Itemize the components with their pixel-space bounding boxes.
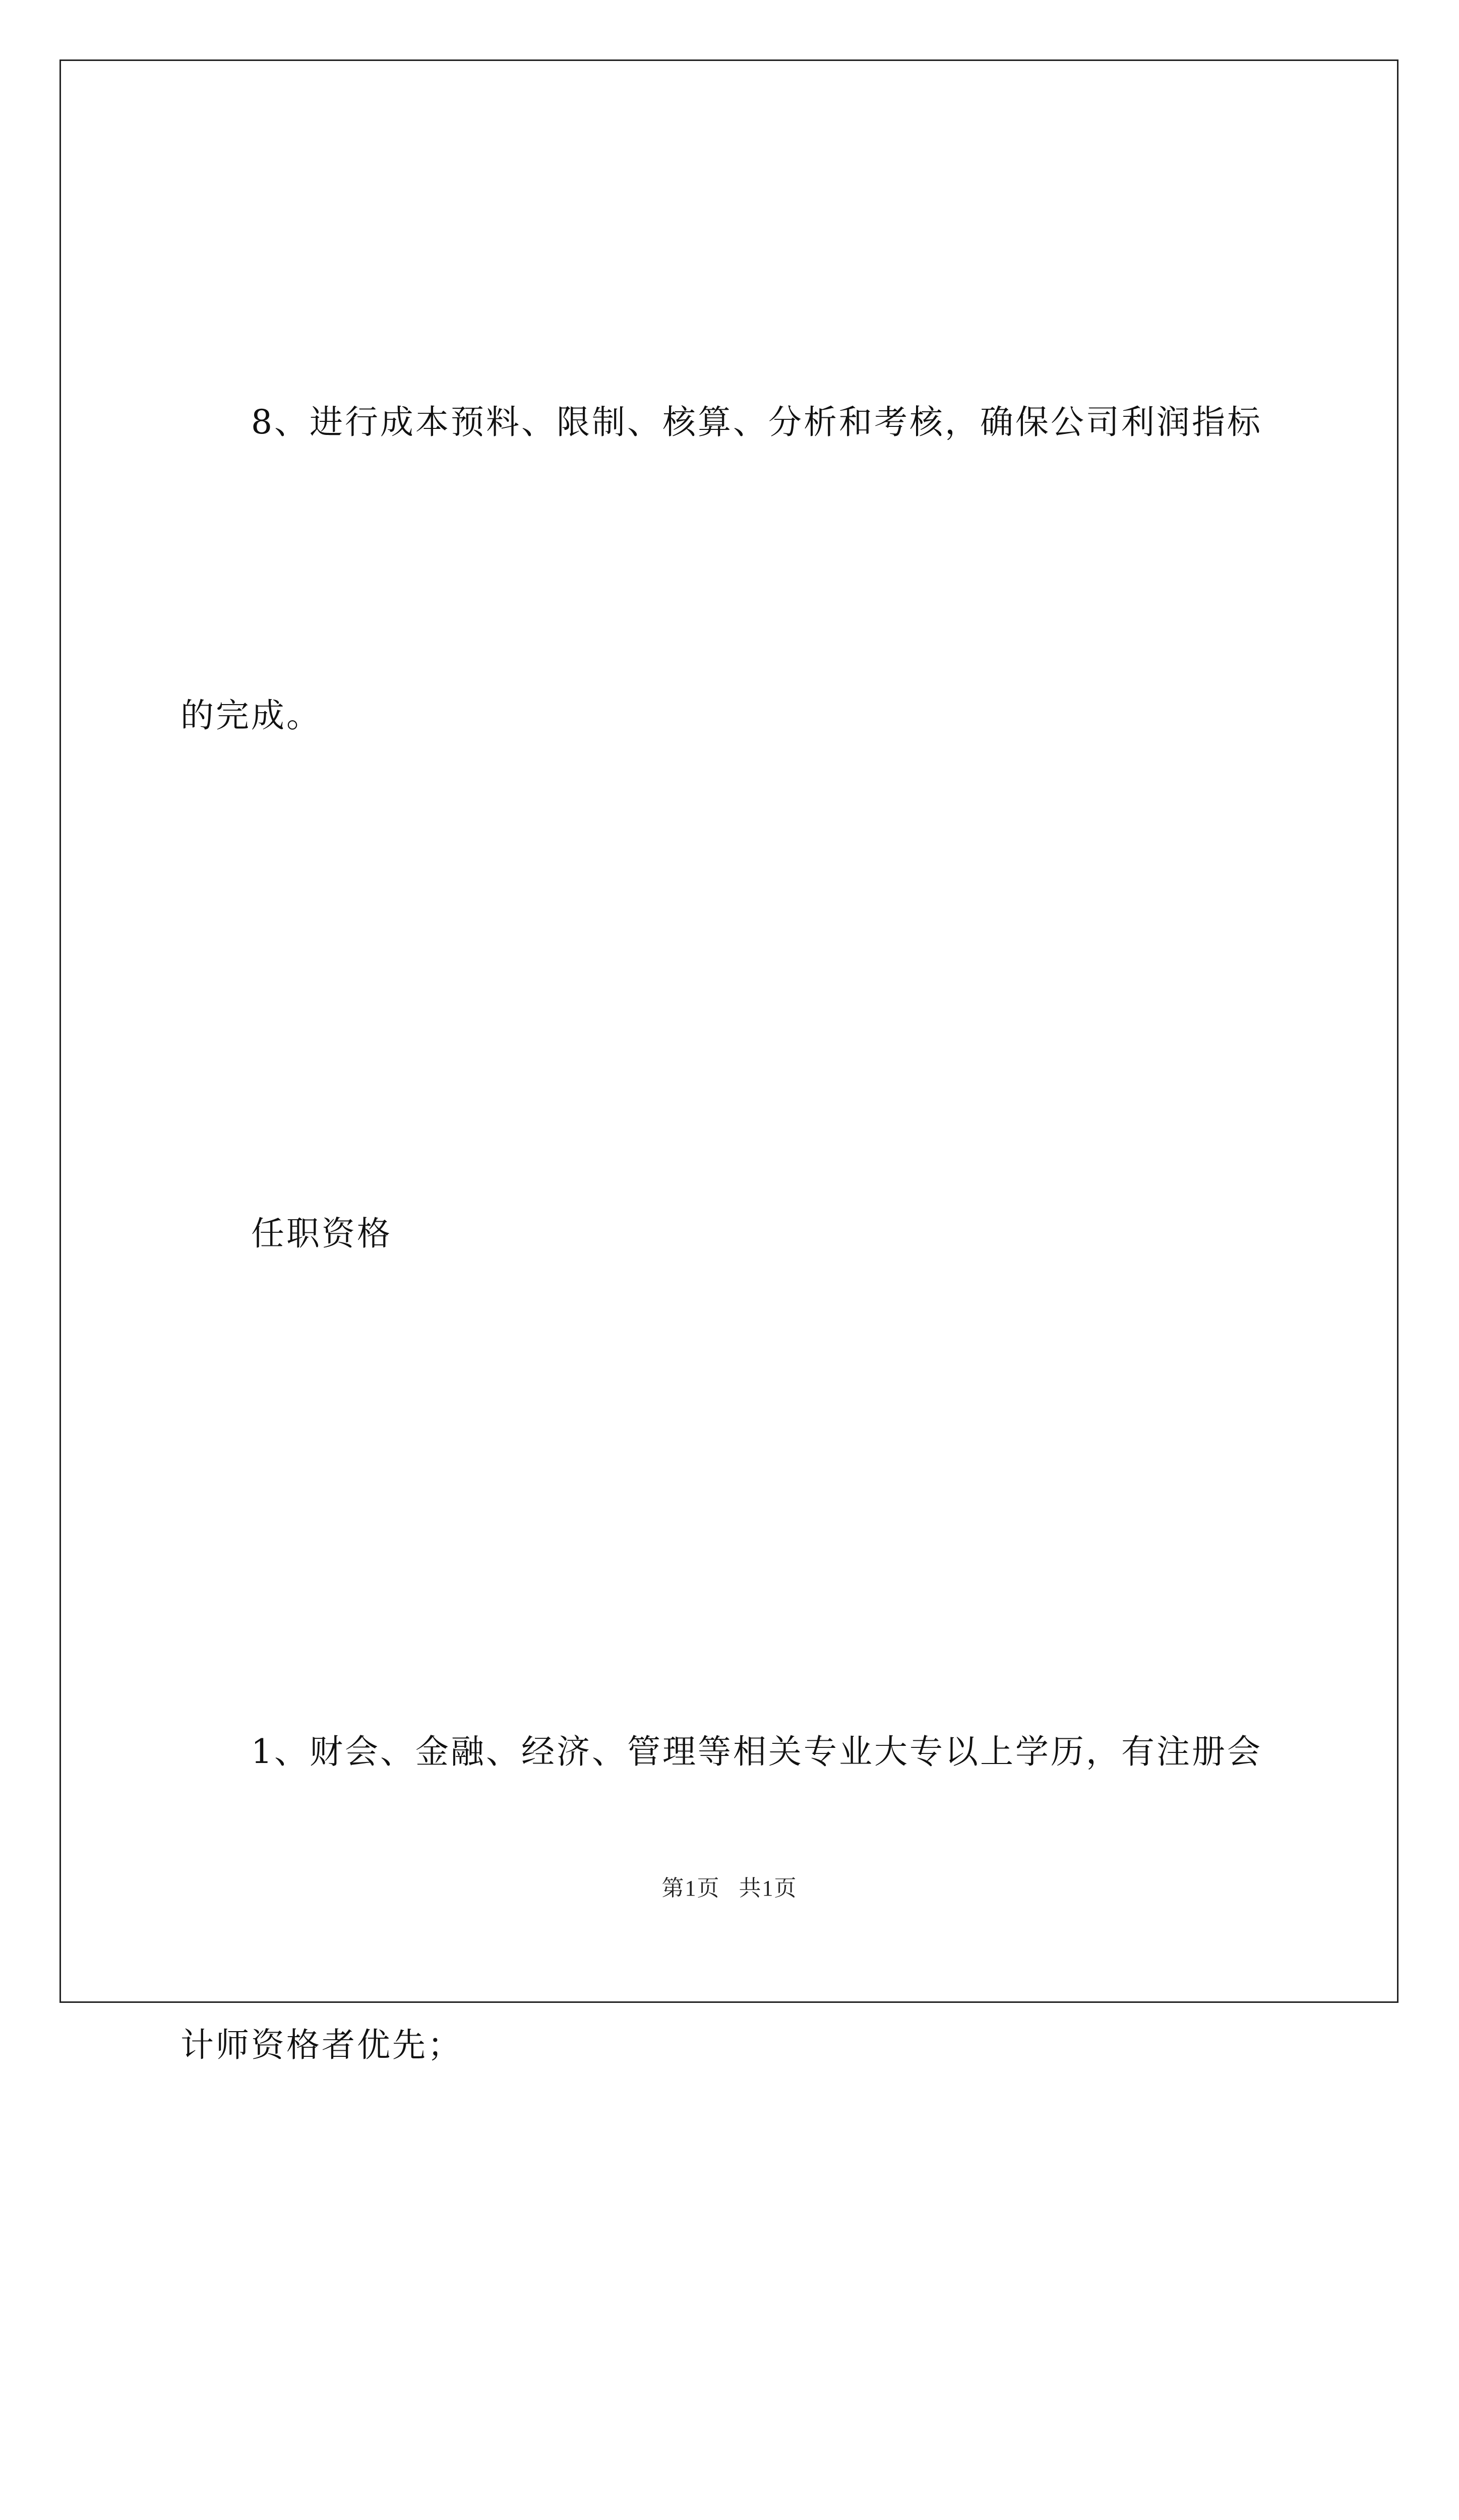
paragraph-line: 1、财会、金融、经济、管理等相关专业大专以上学历，有注册会 [251,1732,1262,1771]
page-number: 第1页 [661,1876,720,1901]
section-heading: 任职资格 [251,1214,392,1253]
qualification-item-2 [180,2333,1290,2520]
page-total: 共1页 [739,1876,798,1901]
paragraph-line: 的完成。 [180,696,322,735]
page-footer [0,1870,1459,1902]
paragraph-item-8 [180,192,1290,974]
qualification-item-1 [180,1521,1290,2303]
paragraph-line: 8、进行成本预料、限制、核算、分析和考核，确保公司利润指标 [251,403,1262,442]
paragraph-line: 计师资格者优先； [180,2026,463,2064]
section-heading-qualifications [180,1003,1290,1492]
document-body [180,192,1290,2520]
